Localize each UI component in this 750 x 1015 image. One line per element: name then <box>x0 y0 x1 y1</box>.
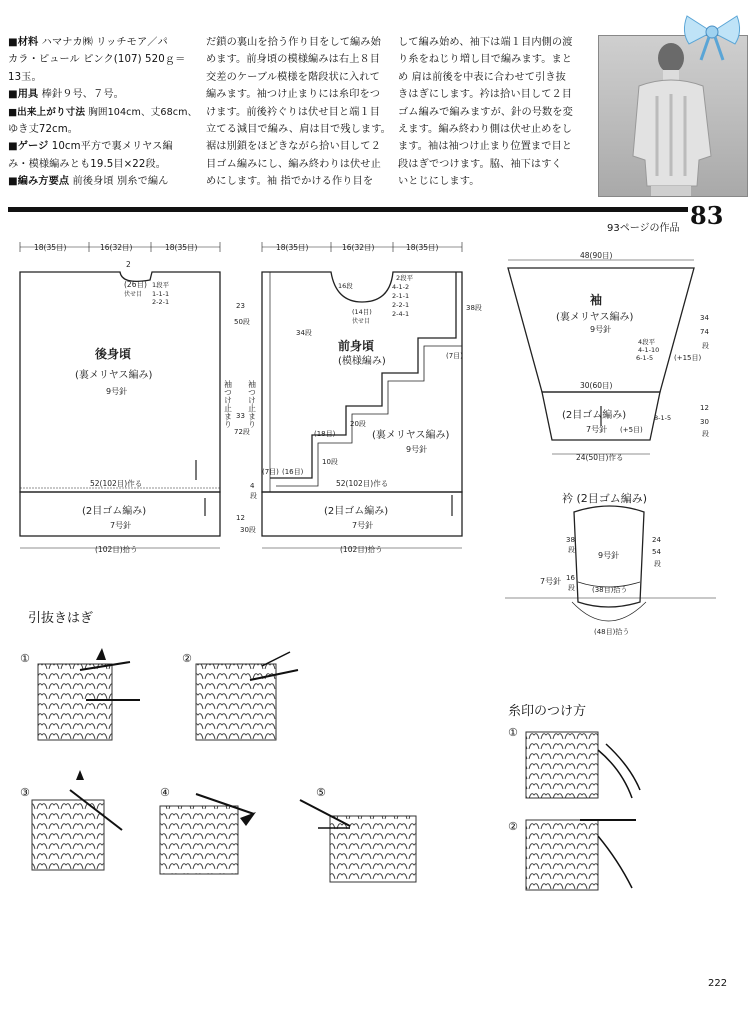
back-dec: 1段平 <box>152 281 170 289</box>
intro-line: きはぎにします。衿は拾い目して２目 <box>398 89 573 101</box>
sleeve-bottom: 24(50目)作る <box>576 453 624 462</box>
back-width-label: 18(35目) <box>165 243 198 252</box>
step-number: ③ <box>20 786 30 799</box>
front-depth2: 38段 <box>466 304 482 312</box>
bow-logo-icon <box>677 4 747 64</box>
front-cable-label: (7目) <box>262 468 279 476</box>
sleeve-row-label: 段 <box>702 342 709 350</box>
collar-diagram <box>505 506 716 621</box>
back-neck-small: (26目) <box>124 280 147 289</box>
front-cable-label: (7目) <box>446 352 463 360</box>
front-body-diagram <box>262 242 462 548</box>
front-cable-label: (18目) <box>314 430 336 438</box>
back-bottom: (102目)拾う <box>95 545 138 554</box>
sleeve-rib: (2目ゴム編み) <box>562 410 627 421</box>
sweater-photo <box>598 35 748 197</box>
sleeve-inc2: (+15目) <box>674 354 702 362</box>
front-neck-small2: 伏せ目 <box>352 318 371 325</box>
sleeve-needle: 9号針 <box>590 325 612 334</box>
back-stitch: (裏メリヤス編み) <box>75 370 153 381</box>
sleeve-rib-inc2: 8-1-5 <box>654 414 672 422</box>
front-needle: 9号針 <box>406 445 428 454</box>
step-5-illustration <box>300 800 416 882</box>
intro-line: ゴム編みで編みますが、針の号数を変 <box>398 106 573 118</box>
front-side-mark: 袖つけ止まり <box>247 380 257 428</box>
sleeve-top: 48(90目) <box>580 251 613 260</box>
front-cable-label: (16目) <box>282 468 304 476</box>
intro-line: 段はぎでつけます。脇、袖下はすく <box>398 158 562 170</box>
back-cast: 52(102目)作る <box>90 479 143 488</box>
front-row-mid: 10段 <box>322 458 338 466</box>
front-row-label: 12 <box>236 514 245 522</box>
intro-line: ■材料 ハマナカ㈱ リッチモア／パ <box>8 37 168 48</box>
collar-row-label: 54 <box>652 548 661 556</box>
front-width-label: 18(35目) <box>276 243 309 252</box>
intro-line: えます。編み終わり側は伏せ止めをし <box>398 124 573 136</box>
sleeve-row-label: 段 <box>702 430 709 438</box>
sleeve-mid: 30(60目) <box>580 381 613 390</box>
front-dec: 2-1-1 <box>392 292 410 300</box>
intro-line: ます。袖は袖つけ止まり位置まで目と <box>398 141 573 153</box>
step-1-illustration <box>38 648 140 740</box>
sleeve-rib-needle: 7号針 <box>586 425 608 434</box>
back-neck-small2: 伏せ目 <box>124 291 143 298</box>
collar-row-label: 段 <box>568 584 575 592</box>
sleeve-inc: 4-1-10 <box>638 346 660 354</box>
front-row-label: 33 <box>236 412 245 420</box>
sleeve-row-label: 30 <box>700 418 709 426</box>
collar-mid: (38目)拾う <box>592 586 628 594</box>
step-3-illustration <box>32 770 122 870</box>
front-neck-depth: 16段 <box>338 282 353 290</box>
collar-needle9: 9号針 <box>598 551 620 560</box>
back-width-label: 16(32目) <box>100 243 133 252</box>
footer-page-number: 222 <box>708 978 728 989</box>
intro-line: カラ・ピュール ピンク(107) 520ｇ＝ <box>8 54 186 66</box>
instructions-column-2 <box>206 34 390 191</box>
front-row-mid: 20段 <box>350 420 366 428</box>
collar-title: 衿 (2目ゴム編み) <box>562 492 648 505</box>
step-number: ① <box>20 652 30 665</box>
intro-line: 交差のケーブル模様を階段状に入れて <box>206 71 380 83</box>
front-title: 前身頃 <box>338 339 375 353</box>
sleeve-stitch: (裏メリヤス編み) <box>556 312 634 323</box>
marker-step-2-illustration <box>526 820 636 890</box>
intro-line: めます。前身頃の模様編みは右上８目 <box>206 54 381 66</box>
intro-line: ■出来上がり寸法 胸囲104cm、丈68cm、 <box>8 106 198 118</box>
materials-column <box>8 34 198 191</box>
sleeve-inc: 4段平 <box>638 338 656 346</box>
intro-line: 目ゴム編みにし、編み終わりは伏せ止 <box>206 158 381 170</box>
sleeve-row-label: 34 <box>700 314 709 322</box>
front-row-label: 50段 <box>234 318 250 326</box>
step-number: ④ <box>160 786 170 799</box>
intro-line: だ鎖の裏山を拾う作り目をして編み始 <box>206 37 381 48</box>
step-2-illustration <box>196 652 298 740</box>
back-title: 後身頃 <box>95 347 132 361</box>
intro-line: 編みます。袖つけ止まりには糸印をつ <box>206 89 381 101</box>
front-row-label: 72段 <box>234 428 250 436</box>
intro-line: ゆき丈72cm。 <box>8 124 79 136</box>
intro-line: ■用具 棒針９号、７号。 <box>8 89 124 101</box>
intro-line: けます。前後衿ぐりは伏せ目と端１目 <box>206 106 381 118</box>
intro-line: して編み始め、袖下は端１目内側の渡 <box>398 37 573 48</box>
instructions-column-3 <box>398 34 594 191</box>
back-rib: (2目ゴム編み) <box>82 506 147 517</box>
intro-line: めにします。袖 指でかける作り目を <box>206 176 374 188</box>
back-rib-needle: 7号針 <box>110 521 132 530</box>
collar-row-label: 16 <box>566 574 575 582</box>
step-number: ② <box>182 652 192 665</box>
front-bottom: (102目)拾う <box>340 545 383 554</box>
grafting-title: 引抜きはぎ <box>28 611 94 626</box>
marker-title: 糸印のつけ方 <box>508 704 587 719</box>
step-number: ① <box>508 726 518 739</box>
collar-needle7: 7号針 <box>540 577 562 586</box>
intro-line: 裾は別鎖をほどきながら拾い目して２ <box>206 141 381 153</box>
front-row-label: 段 <box>250 492 257 500</box>
front-stitch2: (裏メリヤス編み) <box>372 430 450 441</box>
back-width-label: 18(35目) <box>34 243 67 252</box>
collar-row-label: 38 <box>566 536 575 544</box>
intro-line: り糸をねじり増し目で編みます。まと <box>398 54 573 66</box>
collar-bottom: (48目)拾う <box>594 628 630 636</box>
step-number: ② <box>508 820 518 833</box>
sleeve-rib-inc: (+5目) <box>620 426 643 434</box>
front-depth: 34段 <box>296 329 312 337</box>
front-stitch: (模様編み) <box>338 356 386 367</box>
front-rib-needle: 7号針 <box>352 521 374 530</box>
pattern-diagrams <box>0 230 750 650</box>
step-4-illustration <box>160 794 256 874</box>
front-width-label: 18(35目) <box>406 243 439 252</box>
intro-line: ■編み方要点 前後身頃 別糸で編ん <box>8 176 169 188</box>
back-neck-rows: 2 <box>126 260 131 269</box>
intro-line: 13玉。 <box>8 71 42 83</box>
back-dec: 1-1-1 <box>152 290 170 298</box>
marker-step-1-illustration <box>526 732 640 798</box>
front-width-label: 16(32目) <box>342 243 375 252</box>
front-dec: 4-1-2 <box>392 283 410 291</box>
front-neck-small: (14目) <box>352 308 372 316</box>
intro-line: ■ゲージ 10cm平方で裏メリヤス編 <box>8 141 173 153</box>
front-dec: 2-2-1 <box>392 301 410 309</box>
sleeve-inc: 6-1-5 <box>636 354 654 362</box>
sleeve-row-label: 74 <box>700 328 709 336</box>
front-row-label: 4 <box>250 482 255 490</box>
page-number: 83 <box>690 201 724 230</box>
intro-line: いとじにします。 <box>398 176 480 188</box>
header-rule <box>8 207 688 212</box>
back-dec: 2-2-1 <box>152 298 170 306</box>
front-row-label: 30段 <box>240 526 256 534</box>
intro-line: 立てる減目で編み、肩は目で残します。 <box>206 124 391 136</box>
front-row-label: 23 <box>236 302 245 310</box>
front-rib: (2目ゴム編み) <box>324 506 389 517</box>
back-side-mark: 袖つけ止まり <box>223 380 233 428</box>
sleeve-row-label: 12 <box>700 404 709 412</box>
front-dec: 2-4-1 <box>392 310 410 318</box>
sleeve-title: 袖 <box>590 293 603 307</box>
collar-row-label: 段 <box>568 546 575 554</box>
front-cast: 52(102目)作る <box>336 479 389 488</box>
knitting-step-illustrations <box>0 640 750 910</box>
back-needle: 9号針 <box>106 387 128 396</box>
intro-line: め 肩は前後を中表に合わせて引き抜 <box>398 71 566 83</box>
page-reference: 93ページの作品 <box>607 223 680 234</box>
collar-row-label: 24 <box>652 536 661 544</box>
front-dec: 2段平 <box>396 274 414 282</box>
intro-line: み・模様編みとも19.5目×22段。 <box>8 158 167 170</box>
step-number: ⑤ <box>316 786 326 799</box>
collar-row-label: 段 <box>654 560 661 568</box>
